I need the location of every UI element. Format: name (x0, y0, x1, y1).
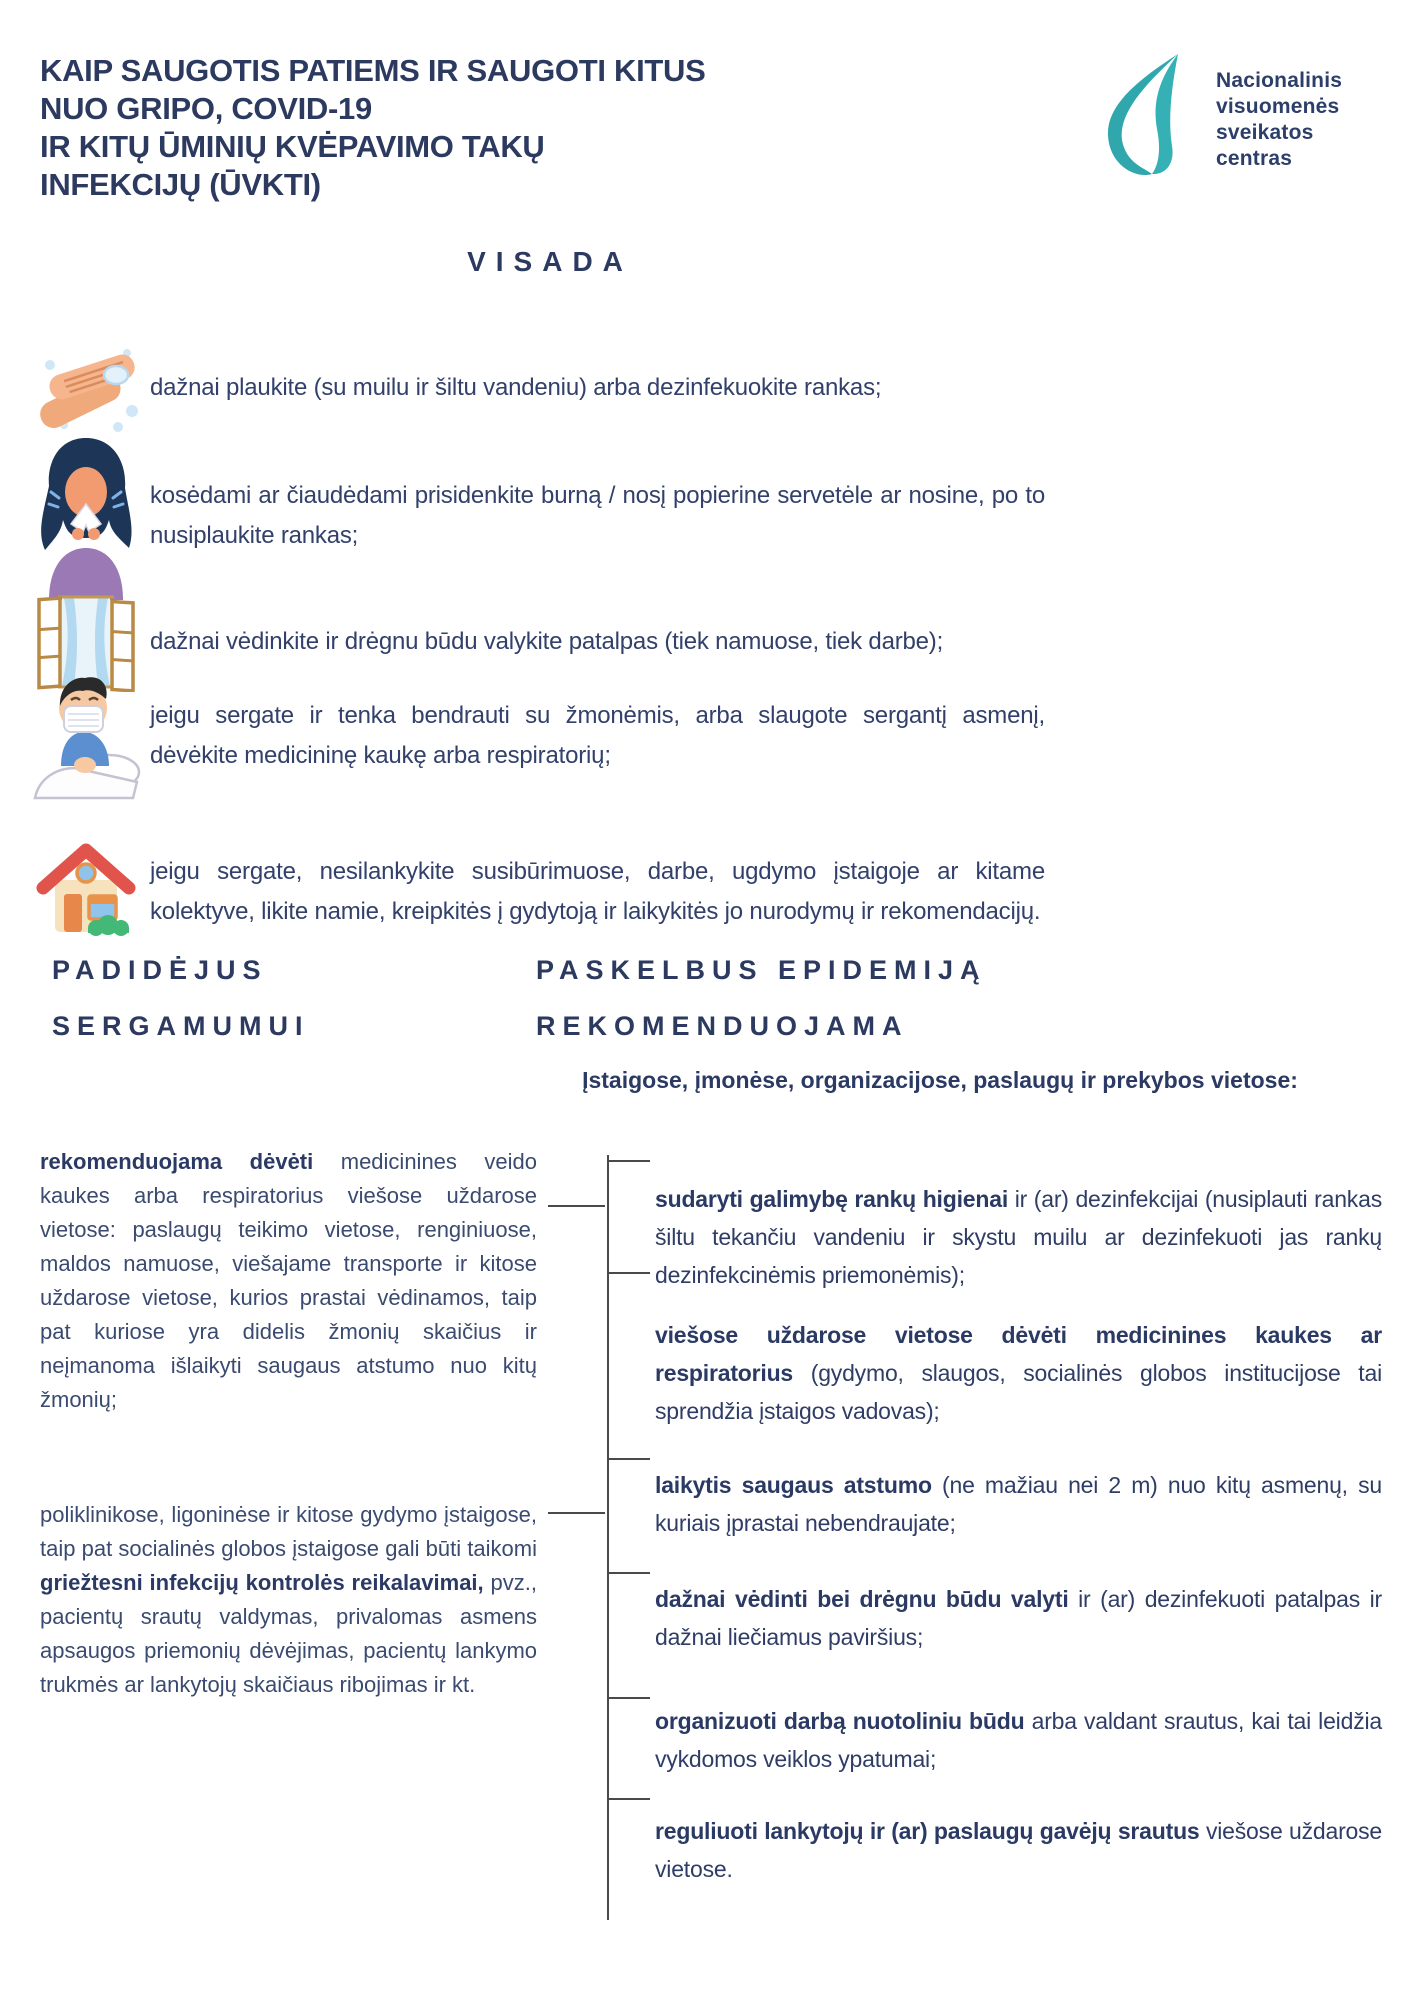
section-heading-paskelbus-epidemija (536, 942, 987, 1054)
item-bold: laikytis saugaus atstumo (655, 1472, 932, 1498)
page-title-line: INFEKCIJŲ (ŪVKTI) (40, 167, 321, 202)
page-title (40, 52, 840, 204)
sick-person-in-bed-icon (30, 672, 142, 800)
visada-item-text: dažnai vėdinkite ir drėgnu būdu valykite patalpas (tiek namuose, tiek darbe); (150, 628, 944, 655)
connector-tick (607, 1272, 650, 1274)
recommendation-item-masks (655, 1316, 1382, 1430)
visada-item-text: jeigu sergate, nesilankykite susibūrimuose, darbe, ugdymo įstaigoje ar kitame kolektyve, likite namie, kreipkitės į gydytoją ir laikykitės jo nurodymų ir rekomendacijų. (150, 858, 1045, 925)
epidemic-recommendation-list (655, 1180, 1382, 1888)
item-rest: (ne mažiau nei 2 m) nuo kitų asmenų, su kuriais įprastai nebendraujate; (655, 1472, 1382, 1536)
connector-tick (607, 1572, 650, 1574)
nvsc-logo (1080, 40, 1400, 210)
item-rest: ir (ar) dezinfekuoti patalpas ir dažnai liečiamus paviršius; (655, 1586, 1382, 1650)
visada-item-text: jeigu sergate ir tenka bendrauti su žmonėmis, arba slaugote sergantį asmenį, dėvėkite medicininę kaukę arba respiratorių; (150, 702, 1045, 769)
item-rest: viešose uždarose vietose. (655, 1818, 1383, 1882)
recommendation-item-visitor-flows (655, 1812, 1382, 1888)
item-rest: (gydymo, slaugos, socialinės globos institucijose tai sprendžia įstaigos vadovas); (655, 1360, 1382, 1424)
visada-item-wear-mask (30, 672, 1045, 800)
page-title-line: KAIP SAUGOTIS PATIEMS IR SAUGOTI KITUS (40, 53, 706, 88)
connector-tick (607, 1458, 650, 1460)
nvsc-logo-text-line: Nacionalinis (1216, 69, 1343, 92)
sneezing-person-icon (30, 432, 142, 600)
nvsc-logo-text (1216, 68, 1342, 172)
page-title-line: NUO GRIPO, COVID-19 (40, 91, 372, 126)
paragraph-bold: griežtesni infekcijų kontrolės reikalavimai, (40, 1570, 484, 1595)
item-rest: ir (ar) dezinfekcijai (nusiplauti rankas šiltu tekančiu vandeniu ir skystu muilu ar dezinfekuoti jas rankų dezinfekcinėmis priemonėmis); (655, 1186, 1383, 1288)
item-bold: viešose uždarose vietose dėvėti medicinines kaukes ar respiratorius (655, 1322, 1382, 1386)
recommendation-item-distance (655, 1466, 1382, 1542)
item-bold: reguliuoti lankytojų ir (ar) paslaugų gavėjų srautus (655, 1818, 1200, 1844)
recommendation-item-remote-work (655, 1702, 1382, 1778)
connector-tick (607, 1160, 650, 1162)
section-heading-visada: VISADA (467, 246, 633, 277)
connector-tick (607, 1798, 650, 1800)
epidemic-subheading: Įstaigose, įmonėse, organizacijose, paslaugų ir prekybos vietose: (582, 1067, 1298, 1093)
recommendation-item-ventilation (655, 1580, 1382, 1656)
nvsc-logo-text-line: visuomenės (1216, 95, 1340, 118)
item-rest: arba valdant srautus, kai tai leidžia vykdomos veiklos ypatumai; (655, 1708, 1382, 1772)
connector-tick (607, 1697, 650, 1699)
section-heading-padidejus-sergamumui (52, 942, 310, 1054)
paragraph-post: medicinines veido kaukes arba respiratorius viešose uždarose vietose: paslaugų teikimo vietose, renginiuose, maldos namuose, viešajame transporte ir kitose uždarose vietose, kurios prastai vėdinamos, taip pat kuriose yra didelis žmonių skaičius ir neįmanoma išlaikyti saugaus atstumo nuo kitų žmonių; (40, 1149, 537, 1412)
visada-item-cover-sneeze (30, 432, 1045, 600)
paragraph-pre: poliklinikose, ligoninėse ir kitose gydymo įstaigose, taip pat socialinės globos įstaigose gali būti taikomi (40, 1502, 537, 1561)
visada-item-wash-hands (30, 335, 1045, 440)
page-title-line: IR KITŲ ŪMINIŲ KVĖPAVIMO TAKŲ (40, 129, 545, 164)
washing-hands-icon (30, 335, 142, 440)
morbidity-paragraph-masks (40, 1145, 537, 1417)
heading-line: PASKELBUS EPIDEMIJĄ (536, 955, 987, 985)
house-icon (30, 836, 142, 948)
paragraph-bold: rekomenduojama dėvėti (40, 1149, 314, 1174)
visada-item-stay-home (30, 836, 1045, 948)
connector-tick-left (548, 1205, 605, 1207)
paragraph-post: pvz., pacientų srautų valdymas, privalomas asmens apsaugos priemonių dėvėjimas, pacientų lankymo trukmės ar lankytojų skaičiaus ribojimas ir kt. (40, 1570, 537, 1697)
nvsc-swoosh-icon (1086, 46, 1196, 206)
connector-tick-left (548, 1512, 605, 1514)
item-bold: organizuoti darbą nuotoliniu būdu (655, 1708, 1025, 1734)
heading-line: PADIDĖJUS (52, 955, 268, 985)
item-bold: dažnai vėdinti bei drėgnu būdu valyti (655, 1586, 1069, 1612)
connector-vertical-line (607, 1155, 609, 1920)
nvsc-logo-text-line: centras (1216, 147, 1293, 170)
recommendation-item-hand-hygiene (655, 1180, 1382, 1294)
heading-line: SERGAMUMUI (52, 1011, 310, 1041)
visada-item-text: dažnai plaukite (su muilu ir šiltu vandeniu) arba dezinfekuokite rankas; (150, 373, 882, 401)
item-bold: sudaryti galimybę rankų higienai (655, 1186, 1009, 1212)
heading-line: REKOMENDUOJAMA (536, 1011, 909, 1041)
nvsc-logo-text-line: sveikatos (1216, 121, 1314, 144)
morbidity-paragraph-healthcare (40, 1498, 537, 1702)
visada-item-text: kosėdami ar čiaudėdami prisidenkite burną / nosį popierine servetėle ar nosine, po to nusiplaukite rankas; (150, 482, 1045, 549)
